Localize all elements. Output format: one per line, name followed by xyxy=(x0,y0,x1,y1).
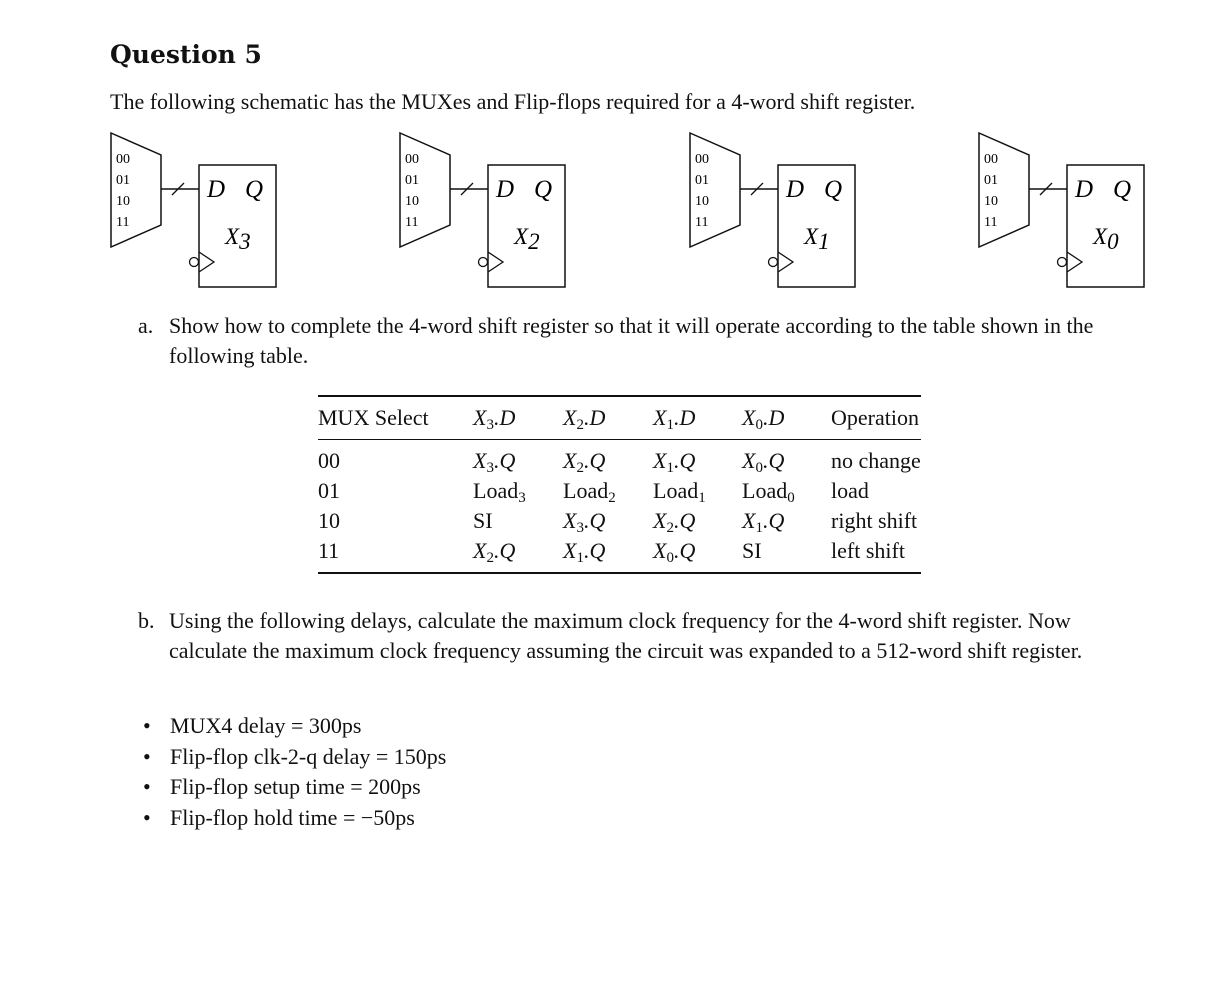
table-cell xyxy=(563,440,653,477)
mux-select-cell: 00 xyxy=(318,448,340,473)
cell-text: SI xyxy=(742,538,762,563)
operation-cell: no change xyxy=(831,448,921,473)
clock-bubble xyxy=(1058,258,1067,267)
table-cell xyxy=(653,476,742,506)
var-symbol: X xyxy=(473,538,487,563)
var-port: .Q xyxy=(762,508,785,533)
var-port: .Q xyxy=(583,448,606,473)
var-symbol: X xyxy=(653,538,667,563)
cell-text: Load xyxy=(653,478,699,503)
mux-input-label: 11 xyxy=(116,215,130,230)
delay-text: Flip-flop clk-2-q delay = 150ps xyxy=(170,743,447,769)
delay-text: MUX4 delay = 300ps xyxy=(170,713,362,738)
table-cell xyxy=(473,506,563,536)
mux-input-label: 10 xyxy=(116,194,130,209)
flipflop-d-pin: D xyxy=(207,176,226,203)
table-cell xyxy=(742,536,831,573)
delay-text: Flip-flop hold time = −50ps xyxy=(170,804,415,830)
flipflop-d-pin: D xyxy=(786,176,805,203)
mux-select-cell: 10 xyxy=(318,508,340,533)
flipflop-q-pin: Q xyxy=(824,176,843,203)
var-port: .Q xyxy=(673,538,696,563)
clock-bubble xyxy=(190,258,199,267)
col-header xyxy=(742,396,831,440)
col-header xyxy=(831,396,921,440)
operation-cell: right shift xyxy=(831,508,918,533)
mux-input-label: 01 xyxy=(695,173,709,188)
register-index: 3 xyxy=(239,229,251,254)
clock-triangle xyxy=(778,252,793,272)
delay-list xyxy=(138,711,446,833)
var-symbol: X xyxy=(742,405,756,430)
var-index: 1 xyxy=(755,520,763,536)
flipflop-q-pin: Q xyxy=(245,176,264,203)
var-port: .Q xyxy=(493,448,516,473)
cell-index: 3 xyxy=(518,490,526,506)
var-port: .Q xyxy=(673,508,696,533)
mux-input-label: 00 xyxy=(984,152,998,167)
var-index: 2 xyxy=(576,417,584,433)
mux-input-label: 00 xyxy=(405,152,419,167)
table-cell xyxy=(742,506,831,536)
col-header xyxy=(653,396,742,440)
var-symbol: X xyxy=(653,448,667,473)
table-cell xyxy=(742,440,831,477)
clock-bubble xyxy=(769,258,778,267)
list-item xyxy=(138,803,446,834)
var-index: 2 xyxy=(666,520,674,536)
question-title: Question 5 xyxy=(110,40,262,69)
cell-index: 1 xyxy=(698,490,706,506)
var-port: .D xyxy=(493,405,516,430)
var-port: .D xyxy=(583,405,606,430)
var-symbol: X xyxy=(563,405,577,430)
bullet-icon: • xyxy=(143,743,151,769)
var-port: .Q xyxy=(583,538,606,563)
list-item xyxy=(138,772,446,803)
col-header xyxy=(563,396,653,440)
bullet-icon: • xyxy=(143,713,151,738)
var-symbol: X xyxy=(473,448,487,473)
mux-input-label: 10 xyxy=(695,194,709,209)
table-cell xyxy=(653,440,742,477)
var-index: 2 xyxy=(576,460,584,476)
cell-text: MUX Select xyxy=(318,405,429,430)
bullet-icon: • xyxy=(143,774,151,799)
part-b-text: Using the following delays, calculate the maximum clock frequency for the 4-word shift register. Now calculate the maximum clock frequency assuming the circuit was expanded to a 512-word shift register. xyxy=(169,608,1083,663)
table-cell xyxy=(653,506,742,536)
schematic xyxy=(0,0,1223,300)
register-label: X2 xyxy=(514,224,540,254)
var-index: 0 xyxy=(666,550,674,566)
list-item xyxy=(138,711,446,742)
mux-input-label: 11 xyxy=(405,215,419,230)
var-port: .D xyxy=(673,405,696,430)
var-symbol: X xyxy=(563,508,577,533)
clock-bubble xyxy=(479,258,488,267)
cell-text: SI xyxy=(473,508,493,533)
mux-input-label: 01 xyxy=(405,173,419,188)
table-cell xyxy=(653,536,742,573)
cell-text: Load xyxy=(473,478,519,503)
table-row xyxy=(318,440,921,477)
table-row xyxy=(318,506,921,536)
var-port: .Q xyxy=(673,448,696,473)
mux-input-label: 00 xyxy=(116,152,130,167)
cell-text: Load xyxy=(742,478,788,503)
var-index: 0 xyxy=(755,460,763,476)
var-index: 3 xyxy=(576,520,584,536)
var-symbol: X xyxy=(653,508,667,533)
var-index: 1 xyxy=(666,417,674,433)
table-cell xyxy=(563,476,653,506)
mux-input-label: 01 xyxy=(116,173,130,188)
delay-text: Flip-flop setup time = 200ps xyxy=(170,774,421,799)
table-cell xyxy=(563,536,653,573)
part-a-text: Show how to complete the 4-word shift register so that it will operate according to the table shown in the following table. xyxy=(169,313,1094,368)
clock-triangle xyxy=(488,252,503,272)
table-header-row xyxy=(318,396,921,440)
cell-index: 2 xyxy=(608,490,616,506)
table-cell xyxy=(473,476,563,506)
var-index: 3 xyxy=(486,417,494,433)
var-port: .Q xyxy=(493,538,516,563)
mux-input-label: 11 xyxy=(984,215,998,230)
mux-input-label: 10 xyxy=(984,194,998,209)
register-index: 1 xyxy=(818,229,830,254)
var-port: .D xyxy=(762,405,785,430)
var-index: 0 xyxy=(755,417,763,433)
question-intro: The following schematic has the MUXes and Flip-flops required for a 4-word shift register. xyxy=(110,89,916,114)
cell-index: 0 xyxy=(787,490,795,506)
register-index: 0 xyxy=(1107,229,1119,254)
var-symbol: X xyxy=(473,405,487,430)
mux-input-label: 01 xyxy=(984,173,998,188)
var-symbol: X xyxy=(563,448,577,473)
clock-triangle xyxy=(199,252,214,272)
mux-input-label: 00 xyxy=(695,152,709,167)
var-index: 1 xyxy=(576,550,584,566)
table-cell xyxy=(563,506,653,536)
col-header xyxy=(318,396,473,440)
register-index: 2 xyxy=(528,229,540,254)
mux-flipflop-unit xyxy=(690,133,855,287)
col-header xyxy=(473,396,563,440)
cell-text: Operation xyxy=(831,405,919,430)
clock-triangle xyxy=(1067,252,1082,272)
flipflop-d-pin: D xyxy=(496,176,515,203)
mux-input-label: 10 xyxy=(405,194,419,209)
var-symbol: X xyxy=(563,538,577,563)
register-label: X0 xyxy=(1093,224,1119,254)
var-symbol: X xyxy=(742,508,756,533)
part-b-label: b. xyxy=(138,608,155,633)
register-label: X3 xyxy=(225,224,251,254)
var-index: 2 xyxy=(486,550,494,566)
flipflop-q-pin: Q xyxy=(534,176,553,203)
mux-input-label: 11 xyxy=(695,215,709,230)
part-a-label: a. xyxy=(138,313,154,338)
mux-select-cell: 01 xyxy=(318,478,340,503)
table-cell xyxy=(473,440,563,477)
register-label: X1 xyxy=(804,224,830,254)
flipflop-q-pin: Q xyxy=(1113,176,1132,203)
mux-flipflop-unit xyxy=(400,133,565,287)
cell-text: Load xyxy=(563,478,609,503)
var-port: .Q xyxy=(762,448,785,473)
mux-flipflop-unit xyxy=(111,133,276,287)
bullet-icon: • xyxy=(143,804,151,830)
var-port: .Q xyxy=(583,508,606,533)
operation-cell: left shift xyxy=(831,538,905,563)
mux-select-cell: 11 xyxy=(318,538,340,563)
table-row xyxy=(318,476,921,506)
mux-flipflop-unit xyxy=(979,133,1144,287)
table-cell xyxy=(742,476,831,506)
operation-table xyxy=(318,395,921,574)
table-cell xyxy=(473,536,563,573)
operation-cell: load xyxy=(831,478,869,503)
table-row xyxy=(318,536,921,573)
var-symbol: X xyxy=(742,448,756,473)
var-index: 1 xyxy=(666,460,674,476)
var-symbol: X xyxy=(653,405,667,430)
flipflop-d-pin: D xyxy=(1075,176,1094,203)
var-index: 3 xyxy=(486,460,494,476)
list-item xyxy=(138,742,446,773)
